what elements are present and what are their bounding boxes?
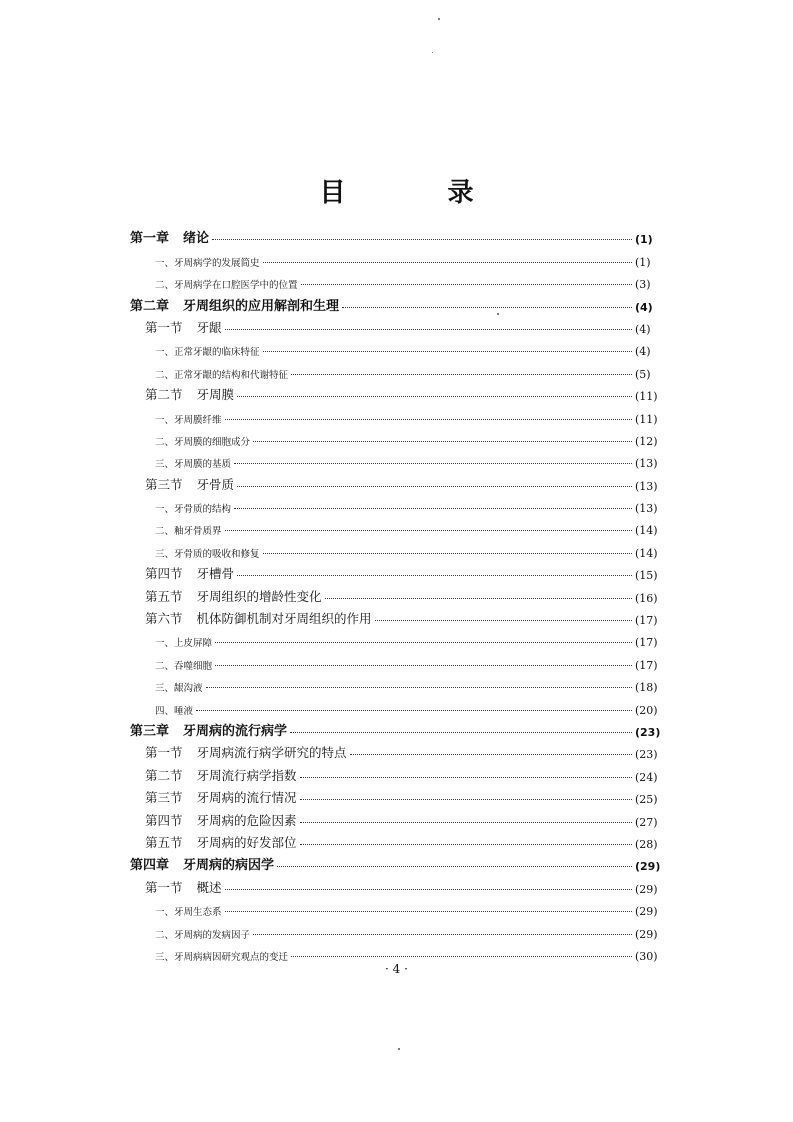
toc-entry-page: (17) <box>635 658 658 672</box>
toc-entry-page: (11) <box>635 412 658 426</box>
toc-entry-text: 牙周病的流行情况 <box>196 790 297 806</box>
toc-entry-page: (4) <box>635 300 653 314</box>
toc-entry-label <box>145 788 300 806</box>
toc-entry-number: 第六节 <box>145 611 183 627</box>
toc-entry-number: 第四节 <box>145 812 183 828</box>
dot-leader <box>215 665 632 666</box>
dot-leader <box>263 553 632 554</box>
toc-entry-section <box>0 381 793 403</box>
toc-entry-text: 三、牙周病病因研究观点的变迁 <box>155 951 289 963</box>
toc-entry-text: 牙骨质 <box>196 476 235 492</box>
toc-entry-text: 牙龈 <box>196 319 222 335</box>
toc-entry-text: 绪论 <box>183 231 210 247</box>
toc-entry-label <box>155 927 253 941</box>
toc-entry-page: (3) <box>635 278 651 292</box>
toc-entry-section <box>0 873 793 895</box>
toc-entry-item <box>0 246 793 268</box>
dot-leader <box>342 307 632 308</box>
toc-entry-page: (12) <box>635 434 658 448</box>
toc-entry-label <box>145 743 350 761</box>
dot-leader <box>196 710 632 711</box>
toc-entry-text: 一、牙周病学的发展简史 <box>155 257 260 269</box>
toc-entry-item <box>0 493 793 515</box>
toc-entry-label <box>155 703 196 717</box>
toc-entry-text: 牙槽骨 <box>196 566 235 582</box>
toc-entry-item <box>0 537 793 559</box>
page-number: · 4 · <box>385 962 408 976</box>
dot-leader <box>300 822 632 823</box>
toc-entry-text: 二、牙周病的发病因子 <box>155 929 251 941</box>
dot-leader <box>237 396 632 397</box>
scan-speck <box>432 52 433 53</box>
dot-leader <box>225 530 632 531</box>
toc-entry-page: (25) <box>635 793 658 807</box>
toc-entry-item <box>0 515 793 537</box>
toc-entry-number: 第三章 <box>130 723 170 739</box>
dot-leader <box>225 329 632 330</box>
dot-leader <box>301 284 632 285</box>
toc-entry-page: (14) <box>635 524 658 538</box>
toc-entry-page: (13) <box>635 502 658 516</box>
toc-entry-page: (11) <box>635 390 658 404</box>
toc-entry-label <box>155 904 225 918</box>
toc-entry-label <box>155 680 206 694</box>
dot-leader <box>225 911 632 912</box>
toc-entry-chapter <box>0 717 793 739</box>
toc-entry-page: (29) <box>635 882 658 896</box>
dot-leader <box>212 239 632 240</box>
toc-entry-label <box>145 475 237 493</box>
toc-entry-label <box>145 766 300 784</box>
toc-entry-text: 二、正常牙龈的结构和代谢特征 <box>155 369 289 381</box>
toc-entry-text: 二、牙周病学在口腔医学中的位置 <box>155 280 298 292</box>
dot-leader <box>225 419 632 420</box>
toc-entry-text: 一、牙周膜纤维 <box>155 414 222 426</box>
toc-entry-label <box>155 949 291 963</box>
dot-leader <box>234 463 632 464</box>
toc-entry-label <box>145 564 237 582</box>
toc-entry-label <box>155 501 234 515</box>
toc-entry-text: 四、唾液 <box>155 705 194 717</box>
toc-entry-text: 牙周病流行病学研究的特点 <box>196 745 347 761</box>
toc-entry-number: 第一节 <box>145 879 183 895</box>
toc-entry-number: 第三节 <box>145 790 183 806</box>
toc-entry-page: (17) <box>635 636 658 650</box>
toc-entry-page: (4) <box>635 345 651 359</box>
toc-entry-page: (29) <box>635 927 658 941</box>
toc-entry-label <box>155 658 215 672</box>
toc-entry-item <box>0 448 793 470</box>
toc-entry-page: (29) <box>635 905 658 919</box>
toc-entry-chapter <box>0 224 793 246</box>
toc-entry-label <box>155 277 301 291</box>
toc-entry-label <box>155 344 263 358</box>
dot-leader <box>291 374 632 375</box>
toc-entry-page: (13) <box>635 457 658 471</box>
table-of-contents <box>0 224 793 963</box>
toc-entry-number: 第二节 <box>145 767 183 783</box>
toc-entry-text: 牙周病的病因学 <box>183 858 275 874</box>
toc-entry-label <box>155 523 225 537</box>
toc-entry-item <box>0 672 793 694</box>
scan-speck <box>398 1048 400 1050</box>
toc-entry-number: 第四章 <box>130 858 170 874</box>
toc-entry-label <box>130 295 342 314</box>
toc-entry-item <box>0 896 793 918</box>
toc-entry-text: 二、牙周膜的细胞成分 <box>155 436 251 448</box>
toc-entry-page: (5) <box>635 367 651 381</box>
toc-entry-text: 机体防御机制对牙周组织的作用 <box>196 611 372 627</box>
toc-entry-text: 一、上皮屏障 <box>155 638 213 650</box>
toc-entry-number: 第三节 <box>145 476 183 492</box>
dot-leader <box>350 754 632 755</box>
dot-leader <box>263 262 632 263</box>
toc-entry-item <box>0 649 793 671</box>
toc-entry-label <box>155 434 253 448</box>
toc-entry-item <box>0 403 793 425</box>
dot-leader <box>291 956 632 957</box>
toc-entry-page: (17) <box>635 614 658 628</box>
toc-entry-page: (30) <box>635 949 658 963</box>
toc-entry-number: 第五节 <box>145 588 183 604</box>
toc-entry-section <box>0 582 793 604</box>
toc-entry-text: 三、龈沟液 <box>155 683 203 695</box>
toc-entry-label <box>130 720 290 739</box>
toc-entry-section <box>0 806 793 828</box>
toc-entry-page: (13) <box>635 479 658 493</box>
dot-leader <box>290 732 632 733</box>
toc-entry-item <box>0 627 793 649</box>
toc-entry-label <box>155 367 291 381</box>
dot-leader <box>237 575 632 576</box>
toc-entry-section <box>0 470 793 492</box>
toc-entry-label <box>145 385 237 403</box>
page-title: 目 录 <box>319 178 512 208</box>
toc-entry-page: (16) <box>635 591 658 605</box>
toc-entry-text: 一、正常牙龈的临床特征 <box>155 347 260 359</box>
toc-entry-text: 牙周组织的应用解剖和生理 <box>183 298 340 314</box>
dot-leader <box>300 799 632 800</box>
dot-leader <box>237 486 632 487</box>
dot-leader <box>206 687 632 688</box>
toc-entry-label <box>145 609 375 627</box>
toc-entry-label <box>155 412 225 426</box>
toc-entry-label <box>130 854 277 873</box>
dot-leader <box>225 889 632 890</box>
toc-entry-label <box>155 255 263 269</box>
toc-entry-page: (15) <box>635 569 658 583</box>
toc-entry-label <box>145 811 300 829</box>
toc-entry-page: (1) <box>635 233 653 247</box>
dot-leader <box>263 351 632 352</box>
toc-entry-page: (29) <box>635 860 661 874</box>
toc-entry-text: 三、牙周膜的基质 <box>155 459 232 471</box>
toc-entry-number: 第一节 <box>145 319 183 335</box>
toc-entry-text: 一、牙周生态系 <box>155 907 222 919</box>
toc-entry-item <box>0 918 793 940</box>
dot-leader <box>277 866 632 867</box>
toc-entry-item <box>0 941 793 963</box>
toc-entry-page: (28) <box>635 837 658 851</box>
dot-leader <box>300 844 632 845</box>
toc-entry-label <box>145 878 225 896</box>
toc-entry-section <box>0 739 793 761</box>
toc-entry-text: 三、牙骨质的吸收和修复 <box>155 548 260 560</box>
toc-entry-number: 第四节 <box>145 566 183 582</box>
toc-entry-item <box>0 426 793 448</box>
toc-entry-number: 第一章 <box>130 231 170 247</box>
toc-entry-label <box>145 587 325 605</box>
toc-entry-text: 牙周病的流行病学 <box>183 723 288 739</box>
toc-entry-label <box>155 456 234 470</box>
toc-entry-text: 牙周组织的增龄性变化 <box>196 588 322 604</box>
toc-entry-page: (24) <box>635 770 658 784</box>
toc-entry-chapter <box>0 851 793 873</box>
toc-entry-page: (23) <box>635 725 661 739</box>
dot-leader <box>253 441 632 442</box>
dot-leader <box>300 777 632 778</box>
toc-entry-item <box>0 336 793 358</box>
toc-entry-section <box>0 560 793 582</box>
scan-speck <box>438 18 440 20</box>
toc-entry-number: 第一节 <box>145 745 183 761</box>
toc-entry-number: 第二节 <box>145 387 183 403</box>
toc-entry-page: (27) <box>635 815 658 829</box>
toc-entry-text: 牙周病的好发部位 <box>196 834 297 850</box>
toc-entry-label <box>155 546 263 560</box>
toc-entry-text: 牙周膜 <box>196 387 235 403</box>
toc-entry-section <box>0 314 793 336</box>
toc-entry-number: 第二章 <box>130 298 170 314</box>
dot-leader <box>375 620 632 621</box>
toc-entry-text: 一、牙骨质的结构 <box>155 504 232 516</box>
toc-entry-text: 牙周流行病学指数 <box>196 767 297 783</box>
toc-entry-item <box>0 269 793 291</box>
dot-leader <box>234 508 632 509</box>
toc-entry-section <box>0 761 793 783</box>
toc-entry-text: 二、吞噬细胞 <box>155 660 213 672</box>
toc-entry-section <box>0 784 793 806</box>
dot-leader <box>253 934 632 935</box>
toc-entry-text: 概述 <box>196 879 222 895</box>
toc-entry-item <box>0 694 793 716</box>
toc-entry-page: (20) <box>635 703 658 717</box>
toc-entry-text: 牙周病的危险因素 <box>196 812 297 828</box>
toc-entry-label <box>145 318 225 336</box>
dot-leader <box>215 642 632 643</box>
toc-entry-label <box>130 227 212 246</box>
toc-entry-number: 第五节 <box>145 834 183 850</box>
toc-entry-page: (4) <box>635 322 651 336</box>
toc-entry-item <box>0 358 793 380</box>
toc-entry-label <box>145 833 300 851</box>
toc-entry-section <box>0 605 793 627</box>
toc-entry-page: (1) <box>635 255 651 269</box>
dot-leader <box>325 598 632 599</box>
toc-entry-page: (23) <box>635 748 658 762</box>
toc-entry-text: 二、釉牙骨质界 <box>155 526 222 538</box>
toc-entry-section <box>0 829 793 851</box>
toc-entry-chapter <box>0 291 793 313</box>
toc-entry-page: (14) <box>635 546 658 560</box>
toc-entry-label <box>155 635 215 649</box>
toc-entry-page: (18) <box>635 681 658 695</box>
scan-speck <box>497 313 499 315</box>
